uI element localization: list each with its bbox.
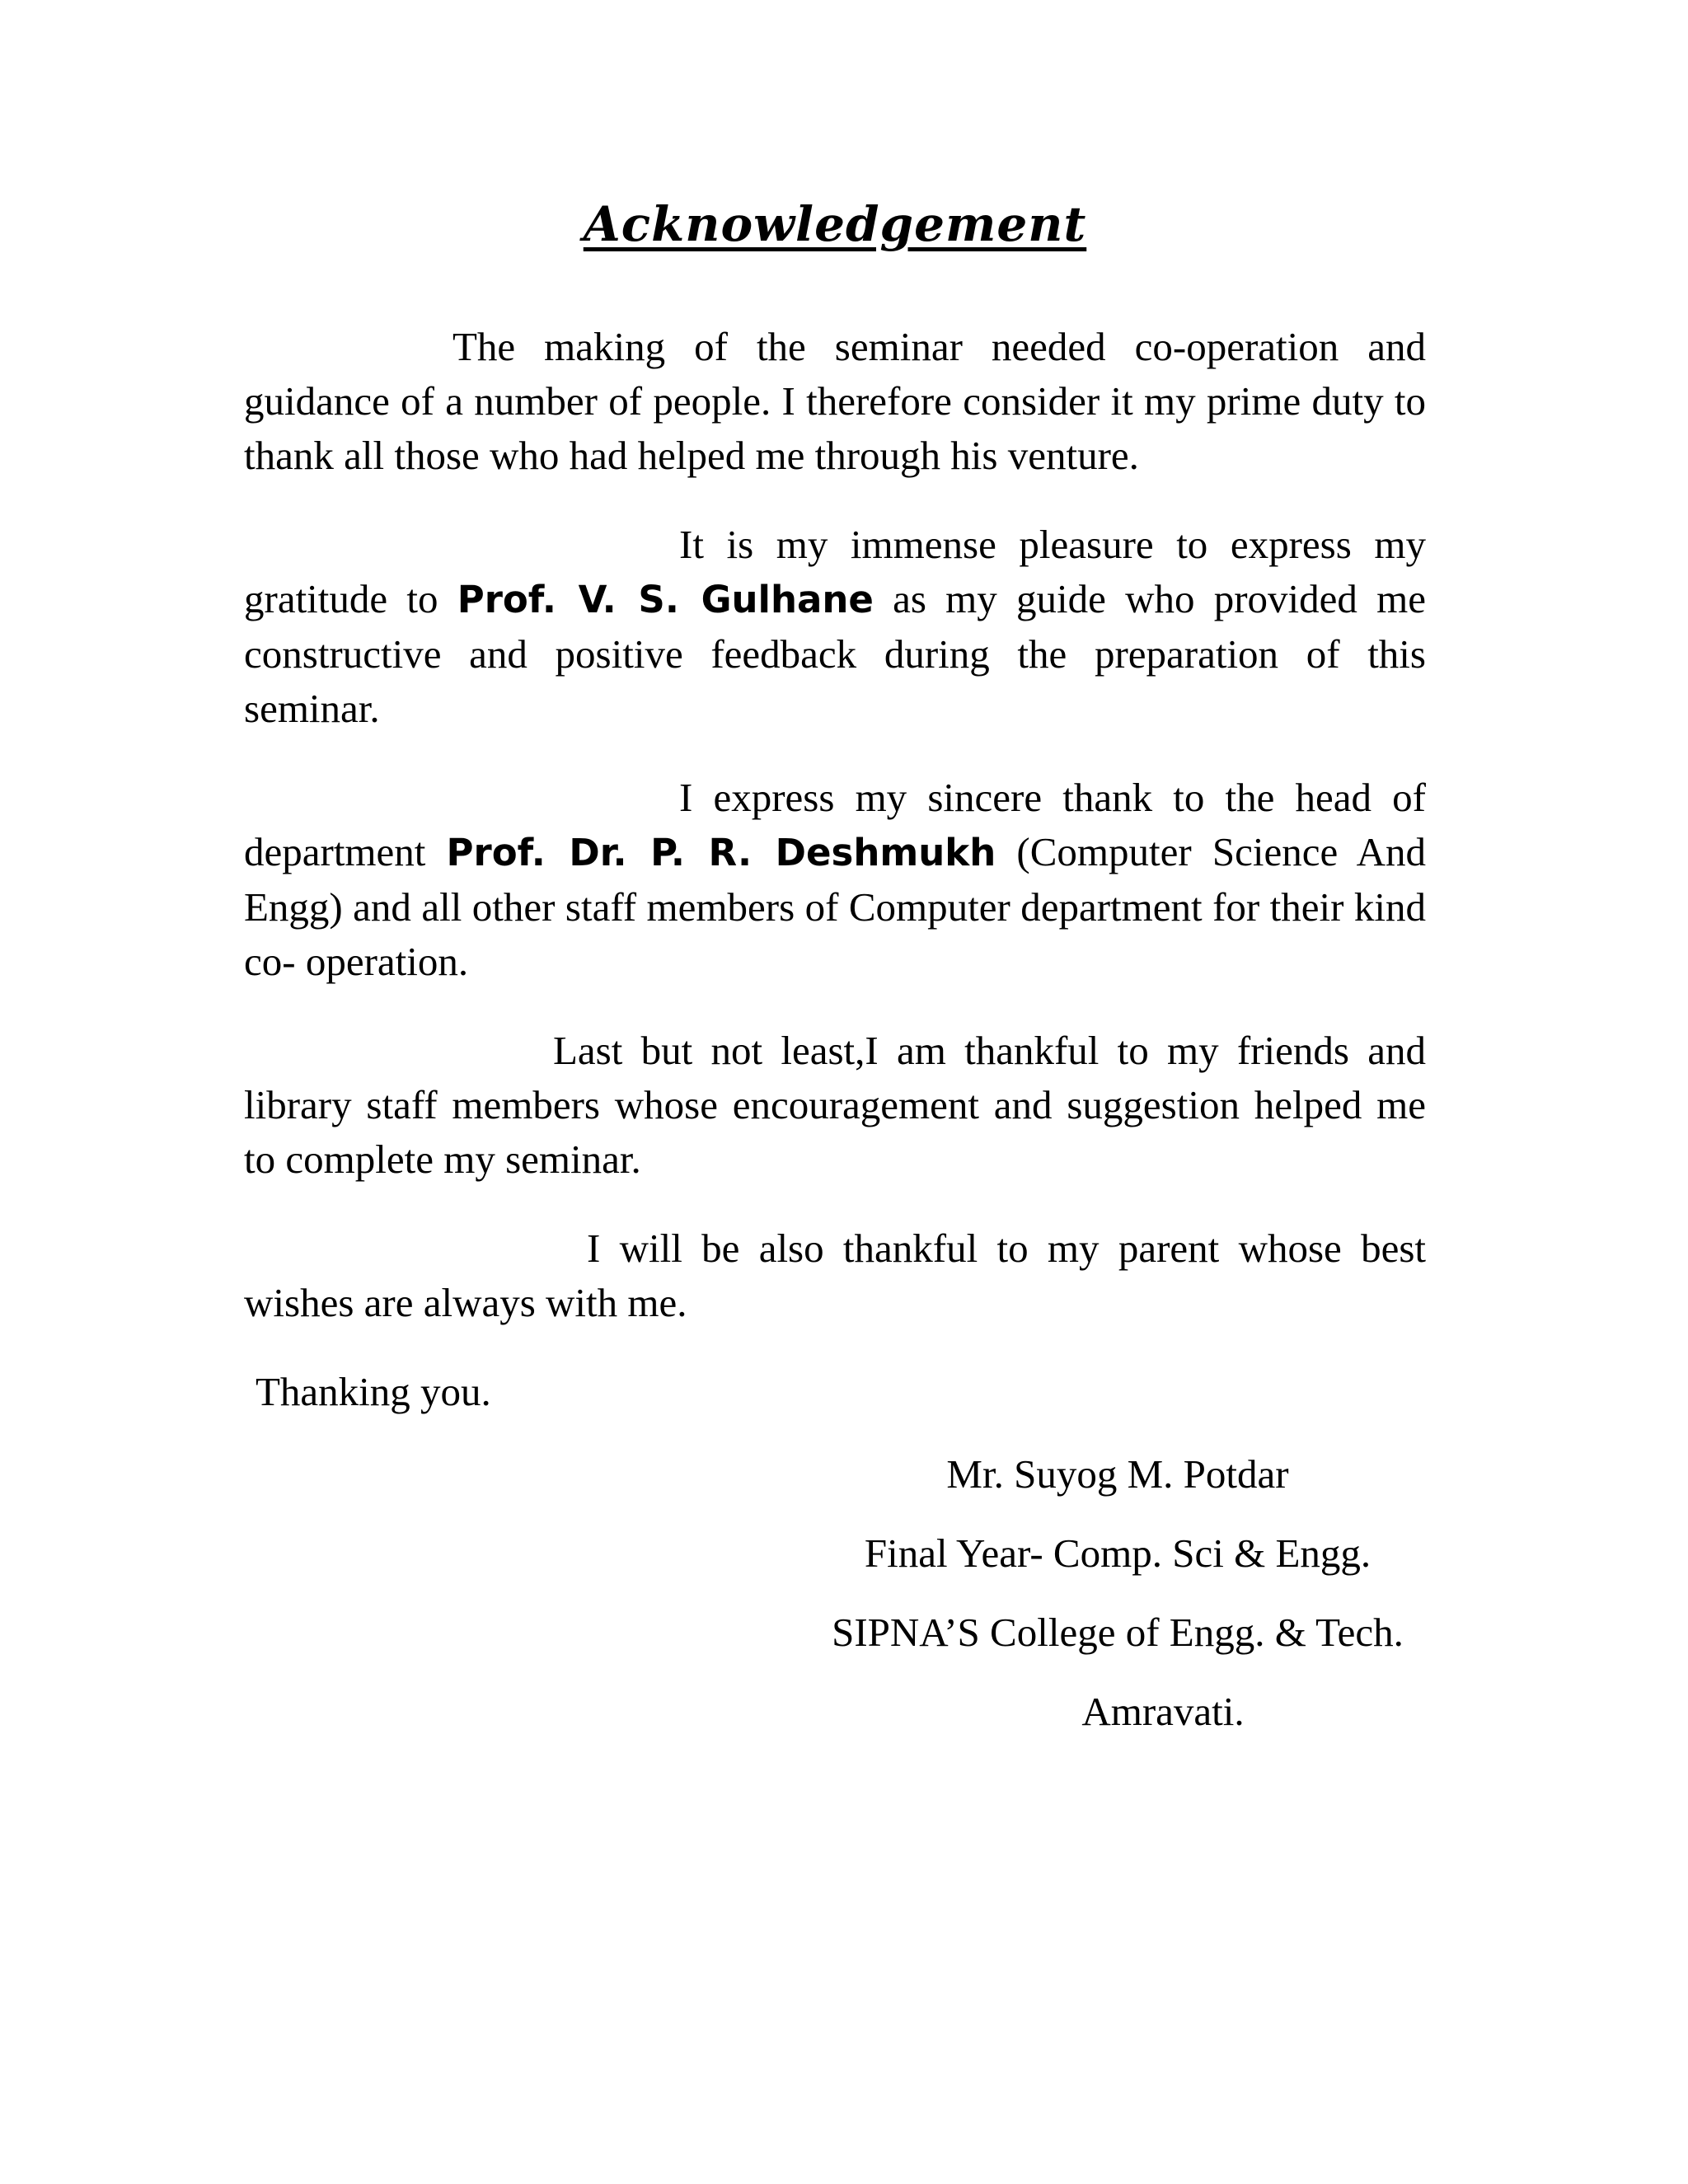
paragraph-head-of-department [244,771,1426,989]
paragraph-text: I express my sincere thank to the head of department [244,775,1426,874]
paragraph-friends [244,1024,1426,1187]
paragraph-text: Last but not least,I am thankful to my friends and library staff members whose encouragement and suggestion helped me to complete my seminar. [244,1028,1426,1182]
signature-college: SIPNA’S College of Engg. & Tech. [832,1610,1404,1655]
closing-text: Thanking you. [256,1369,491,1414]
closing-line [244,1365,1426,1419]
paragraph-parents [244,1221,1426,1330]
signature-block [796,1447,1439,1739]
paragraph-text: (Computer Science And Engg) and all other staff members of Computer department for their kind co- operation. [244,829,1427,984]
head-of-department-name: Prof. Dr. P. R. Deshmukh [446,831,996,874]
paragraph-text: as my guide who provided me constructive and positive feedback during the preparation of this seminar. [244,576,1426,731]
paragraph-intro [244,320,1426,483]
paragraph-text: The making of the seminar needed co-operation and guidance of a number of people. I therefore consider it my prime duty to thank all those who had helped me through his venture. [244,324,1426,478]
signature-city: Amravati. [1081,1689,1245,1734]
signature-author-name: Mr. Suyog M. Potdar [946,1451,1289,1497]
page-title [244,196,1426,252]
guide-name: Prof. V. S. Gulhane [457,578,874,621]
page-title-text: Acknowledgement [583,196,1087,252]
paragraph-guide [244,518,1426,736]
paragraph-text: It is my immense pleasure to express my gratitude to [244,522,1426,621]
paragraph-text: I will be also thankful to my parent whose best wishes are always with me. [244,1226,1426,1325]
signature-course: Final Year- Comp. Sci & Engg. [864,1530,1372,1576]
